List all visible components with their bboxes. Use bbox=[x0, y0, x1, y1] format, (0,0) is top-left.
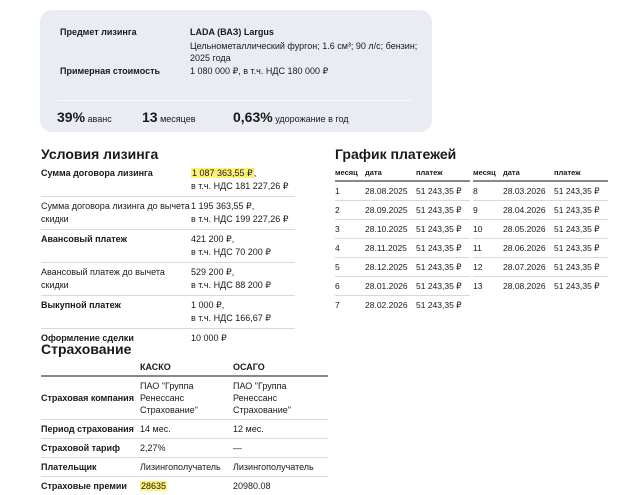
month-cell: 12 bbox=[473, 258, 503, 277]
schedule-row bbox=[335, 220, 470, 239]
payment-cell: 51 243,35 ₽ bbox=[416, 296, 470, 315]
condition-label: Сумма договора лизинга до вычета скидки bbox=[41, 200, 191, 226]
payment-cell: 51 243,35 ₽ bbox=[416, 181, 470, 201]
osago-value: 12 мес. bbox=[233, 420, 328, 439]
kasko-value bbox=[140, 477, 233, 495]
date-cell: 28.09.2025 bbox=[365, 201, 416, 220]
kasko-value: 2,27% bbox=[140, 439, 233, 458]
subject-title: LADA (ВАЗ) Largus bbox=[190, 26, 425, 38]
osago-value: Лизингополучатель bbox=[233, 458, 328, 477]
condition-row bbox=[41, 263, 295, 296]
column-header: дата bbox=[503, 168, 554, 181]
payment-cell: 51 243,35 ₽ bbox=[554, 277, 608, 296]
month-cell: 2 bbox=[335, 201, 365, 220]
insurance-title: Страхование bbox=[41, 341, 131, 357]
insurance-table bbox=[41, 362, 328, 495]
osago-value: ПАО "Группа Ренессанс Страхование" bbox=[233, 376, 328, 420]
month-cell: 8 bbox=[473, 181, 503, 201]
schedule-row bbox=[335, 296, 470, 315]
insurance-label: Страховой тариф bbox=[41, 439, 140, 458]
column-header: ОСАГО bbox=[233, 362, 328, 376]
column-header: платеж bbox=[416, 168, 470, 181]
schedule-table-right bbox=[473, 168, 608, 295]
condition-value bbox=[191, 332, 295, 345]
condition-value bbox=[191, 266, 295, 292]
payment-cell: 51 243,35 ₽ bbox=[416, 220, 470, 239]
condition-row bbox=[41, 296, 295, 329]
condition-amount: 10 000 ₽ bbox=[191, 333, 227, 343]
schedule-row bbox=[335, 239, 470, 258]
schedule-row bbox=[473, 220, 608, 239]
date-cell: 28.11.2025 bbox=[365, 239, 416, 258]
date-cell: 28.08.2026 bbox=[503, 277, 554, 296]
price-label: Примерная стоимость bbox=[60, 65, 160, 77]
insurance-row bbox=[41, 439, 328, 458]
condition-value bbox=[191, 233, 295, 259]
date-cell: 28.08.2025 bbox=[365, 181, 416, 201]
schedule-row bbox=[473, 258, 608, 277]
highlighted-value: 28635 bbox=[140, 481, 167, 491]
schedule-table bbox=[335, 168, 470, 314]
month-cell: 10 bbox=[473, 220, 503, 239]
condition-amount: 529 200 ₽, bbox=[191, 267, 234, 277]
insurance-label: Страховые премии bbox=[41, 477, 140, 495]
month-cell: 13 bbox=[473, 277, 503, 296]
month-cell: 6 bbox=[335, 277, 365, 296]
payment-cell: 51 243,35 ₽ bbox=[554, 239, 608, 258]
payment-cell: 51 243,35 ₽ bbox=[416, 239, 470, 258]
condition-label: Авансовый платеж bbox=[41, 233, 191, 259]
condition-label: Авансовый платеж до вычета скидки bbox=[41, 266, 191, 292]
insurance-label: Плательщик bbox=[41, 458, 140, 477]
month-cell: 1 bbox=[335, 181, 365, 201]
subject-label: Предмет лизинга bbox=[60, 26, 137, 38]
month-cell: 11 bbox=[473, 239, 503, 258]
conditions-table bbox=[41, 164, 295, 348]
condition-amount: 421 200 ₽, bbox=[191, 234, 234, 244]
schedule-row bbox=[473, 181, 608, 201]
schedule-table bbox=[473, 168, 608, 295]
kasko-value: 14 мес. bbox=[140, 420, 233, 439]
subject-description: Цельнометаллический фургон; 1.6 см³; 90 л/с; бензин; 2025 года bbox=[190, 40, 425, 64]
month-cell: 9 bbox=[473, 201, 503, 220]
schedule-row bbox=[473, 201, 608, 220]
schedule-table-left bbox=[335, 168, 470, 314]
summary-card bbox=[40, 10, 432, 132]
price-value: 1 080 000 ₽, в т.ч. НДС 180 000 ₽ bbox=[190, 65, 425, 77]
month-cell: 5 bbox=[335, 258, 365, 277]
payment-cell: 51 243,35 ₽ bbox=[554, 201, 608, 220]
condition-vat: в т.ч. НДС 70 200 ₽ bbox=[191, 247, 271, 257]
column-header: дата bbox=[365, 168, 416, 181]
month-cell: 7 bbox=[335, 296, 365, 315]
date-cell: 28.06.2026 bbox=[503, 239, 554, 258]
insurance-row bbox=[41, 420, 328, 439]
condition-vat: в т.ч. НДС 88 200 ₽ bbox=[191, 280, 271, 290]
condition-value bbox=[191, 299, 295, 325]
schedule-row bbox=[335, 258, 470, 277]
insurance-label: Период страхования bbox=[41, 420, 140, 439]
date-cell: 28.03.2026 bbox=[503, 181, 554, 201]
condition-vat: в т.ч. НДС 199 227,26 ₽ bbox=[191, 214, 288, 224]
osago-value: 20980.08 bbox=[233, 477, 328, 495]
date-cell: 28.10.2025 bbox=[365, 220, 416, 239]
date-cell: 28.04.2026 bbox=[503, 201, 554, 220]
condition-value: 1 087 363,55 ₽, в т.ч. НДС 181 227,26 ₽ bbox=[191, 167, 295, 193]
condition-label: Оформление сделки bbox=[41, 332, 191, 345]
payment-cell: 51 243,35 ₽ bbox=[554, 220, 608, 239]
column-header: месяц bbox=[335, 168, 365, 181]
insurance-row bbox=[41, 477, 328, 495]
schedule-row bbox=[335, 201, 470, 220]
condition-amount: 1 195 363,55 ₽, bbox=[191, 201, 254, 211]
payment-cell: 51 243,35 ₽ bbox=[554, 258, 608, 277]
column-header: месяц bbox=[473, 168, 503, 181]
kasko-value: Лизингополучатель bbox=[140, 458, 233, 477]
kasko-value: ПАО "Группа Ренессанс Страхование" bbox=[140, 376, 233, 420]
stat-months: 13 месяцев bbox=[142, 109, 196, 125]
insurance-label: Страховая компания bbox=[41, 376, 140, 420]
date-cell: 28.01.2026 bbox=[365, 277, 416, 296]
payment-cell: 51 243,35 ₽ bbox=[416, 277, 470, 296]
payment-cell: 51 243,35 ₽ bbox=[416, 258, 470, 277]
condition-amount: 1 000 ₽, bbox=[191, 300, 224, 310]
divider bbox=[57, 100, 412, 101]
schedule-row bbox=[335, 181, 470, 201]
condition-value bbox=[191, 200, 295, 226]
condition-label: Выкупной платеж bbox=[41, 299, 191, 325]
month-cell: 3 bbox=[335, 220, 365, 239]
insurance-grid bbox=[41, 362, 328, 495]
insurance-row bbox=[41, 376, 328, 420]
date-cell: 28.02.2026 bbox=[365, 296, 416, 315]
schedule-title: График платежей bbox=[335, 146, 456, 162]
condition-vat: в т.ч. НДС 166,67 ₽ bbox=[191, 313, 271, 323]
schedule-row bbox=[473, 239, 608, 258]
condition-label: Сумма договора лизинга bbox=[41, 167, 191, 193]
insurance-row bbox=[41, 458, 328, 477]
osago-value: — bbox=[233, 439, 328, 458]
condition-vat: в т.ч. НДС 181 227,26 ₽ bbox=[191, 181, 288, 191]
column-header bbox=[41, 362, 140, 376]
condition-row bbox=[41, 230, 295, 263]
date-cell: 28.05.2026 bbox=[503, 220, 554, 239]
condition-row bbox=[41, 164, 295, 197]
schedule-row bbox=[473, 277, 608, 296]
stat-appreciation: 0,63% удорожание в год bbox=[233, 109, 349, 125]
month-cell: 4 bbox=[335, 239, 365, 258]
date-cell: 28.12.2025 bbox=[365, 258, 416, 277]
date-cell: 28.07.2026 bbox=[503, 258, 554, 277]
condition-amount: 1 087 363,55 ₽ bbox=[191, 168, 254, 178]
condition-row bbox=[41, 197, 295, 230]
column-header: КАСКО bbox=[140, 362, 233, 376]
payment-cell: 51 243,35 ₽ bbox=[554, 181, 608, 201]
schedule-row bbox=[335, 277, 470, 296]
column-header: платеж bbox=[554, 168, 608, 181]
stat-advance: 39% аванс bbox=[57, 109, 112, 125]
conditions-title: Условия лизинга bbox=[41, 146, 158, 162]
payment-cell: 51 243,35 ₽ bbox=[416, 201, 470, 220]
